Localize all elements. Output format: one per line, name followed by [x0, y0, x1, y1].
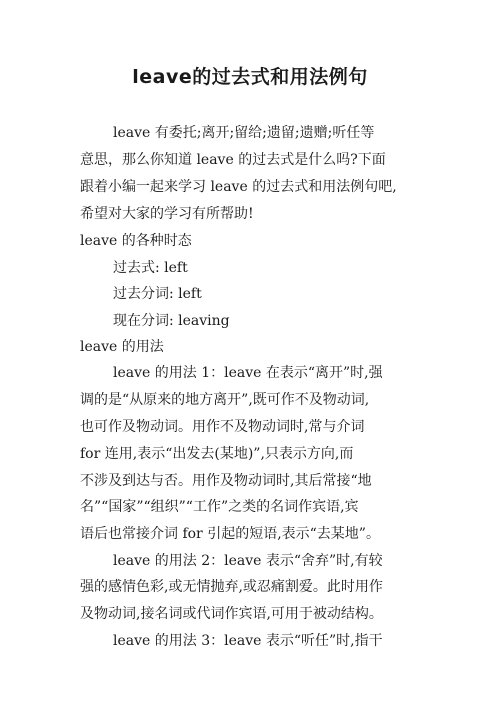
paragraph-line: for 连用,表示“出发去(某地)”,只表示方向,而: [80, 446, 354, 462]
paragraph-line: 也可作及物动词。用作不及物动词时,常与介词: [80, 419, 365, 435]
paragraph-line: 及物动词,接名词或代词作宾语,可用于被动结构。: [80, 606, 383, 622]
tense-item: 过去分词: left: [113, 286, 202, 302]
paragraph-line: 希望对大家的学习有所帮助!: [80, 206, 254, 222]
paragraph-line: 名”“国家”“组织”“工作”之类的名词作宾语,宾: [80, 499, 359, 515]
tense-item: 现在分词: leaving: [113, 313, 230, 329]
page-title: leave的过去式和用法例句: [132, 66, 368, 88]
paragraph-line: leave 的用法 3：leave 表示“听任”时,指干: [113, 633, 383, 649]
paragraph-line: 不涉及到达与否。用作及物动词时,其后常接“地: [80, 473, 372, 489]
paragraph-line: 调的是“从原来的地方离开”,既可作不及物动词,: [80, 392, 370, 408]
paragraph-line: 强的感情色彩,或无情抛弃,或忍痛割爱。此时用作: [80, 579, 383, 595]
tense-item: 过去式: left: [113, 260, 188, 276]
paragraph-line: 跟着小编一起来学习 leave 的过去式和用法例句吧,: [80, 179, 397, 195]
paragraph-line: 意思，那么你知道 leave 的过去式是什么吗?下面: [80, 152, 386, 168]
paragraph-line: leave 有委托;离开;留给;遗留;遗赠;听任等: [113, 125, 375, 141]
section-heading: leave 的用法: [80, 339, 164, 355]
section-heading: leave 的各种时态: [80, 233, 192, 249]
paragraph-line: leave 的用法 2：leave 表示“舍弃”时,有较: [113, 553, 383, 569]
paragraph-line: 语后也常接介词 for 引起的短语,表示“去某地”。: [80, 526, 380, 542]
paragraph-line: leave 的用法 1：leave 在表示“离开”时,强: [113, 365, 383, 381]
